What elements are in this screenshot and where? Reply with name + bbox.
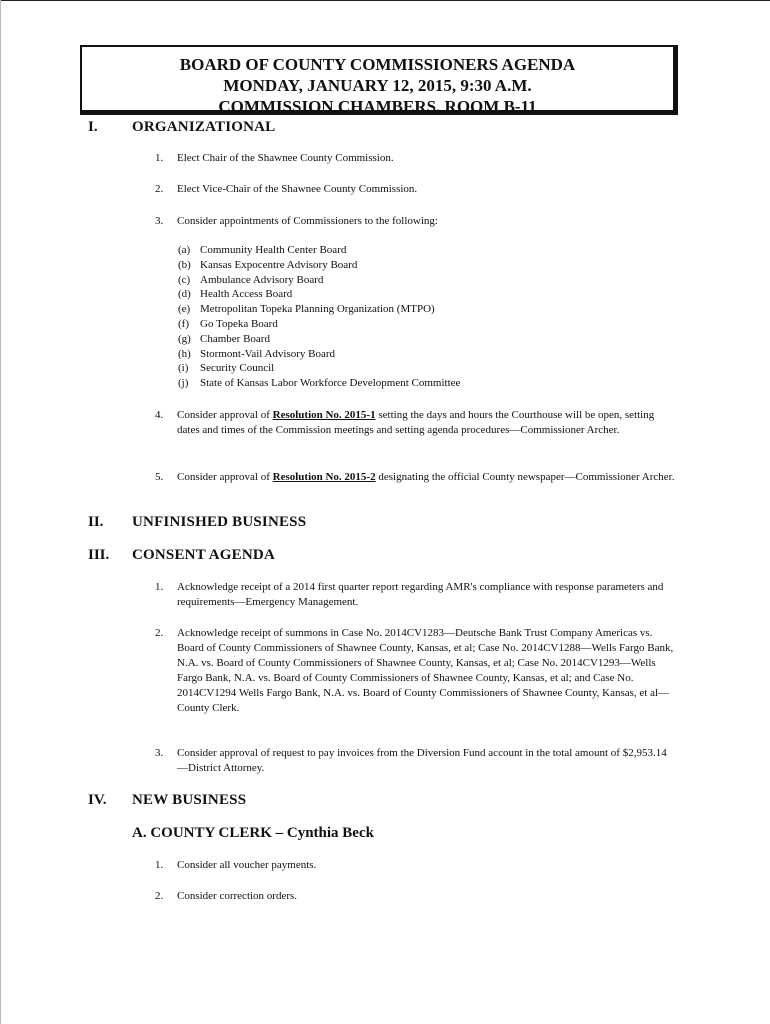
- item-text: Consider all voucher payments.: [177, 859, 317, 871]
- item-text: Acknowledge receipt of summons in Case No. 2014CV1283—Deutsche Bank Trust Company Americas vs. Board of County Commissioners of Shawnee County, Kansas, et al; Case No. 2014CV1288—Wells Fargo Bank, N.A. vs. Board of County Commissioners of Shawnee County, Kansas, et al; Case No. 2014CV1293—Wells Fargo Bank, N.A. vs. Board of County Commissioners of Shawnee County, Kansas, et al; and Case No. 2014CV1294 Wells Fargo Bank, N.A. vs. Board of County Commissioners of Shawnee County, Kansas, et al—County Clerk.: [177, 627, 674, 714]
- list-label: Kansas Expocentre Advisory Board: [200, 258, 358, 271]
- section-numeral: I.: [88, 119, 98, 135]
- item-text-pre: Consider approval of: [177, 409, 273, 421]
- item-text: Elect Vice-Chair of the Shawnee County Commission.: [177, 183, 418, 195]
- item-text: [177, 408, 675, 438]
- section-title-organizational: ORGANIZATIONAL: [132, 119, 276, 135]
- list-letter: (j): [178, 377, 189, 390]
- section-title-new-business: NEW BUSINESS: [132, 792, 247, 808]
- list-label: Health Access Board: [200, 288, 293, 301]
- item-number: 2.: [155, 627, 164, 639]
- list-label: Metropolitan Topeka Planning Organization (MTPO): [200, 303, 435, 316]
- list-letter: (h): [178, 347, 191, 360]
- section-numeral: IV.: [88, 792, 107, 808]
- header-location: COMMISSION CHAMBERS, ROOM B-11: [218, 97, 537, 116]
- item-number: 3.: [155, 747, 164, 759]
- list-letter: (a): [178, 244, 191, 256]
- item-number: 5.: [155, 471, 164, 483]
- item-text-pre: Consider approval of: [177, 471, 273, 483]
- scan-edge-top: [0, 0, 770, 1]
- list-letter: (g): [178, 332, 191, 345]
- subsection-title-county-clerk: A. COUNTY CLERK – Cynthia Beck: [132, 825, 374, 841]
- list-label: Stormont-Vail Advisory Board: [200, 347, 336, 360]
- list-letter: (c): [178, 273, 191, 286]
- item-text: Consider approval of request to pay invoices from the Diversion Fund account in the total amount of $2,953.14—District Attorney.: [177, 747, 667, 774]
- list-label: State of Kansas Labor Workforce Development Committee: [200, 377, 461, 390]
- item-text-post: designating the official County newspaper—Commissioner Archer.: [375, 471, 675, 483]
- section-title-unfinished-business: UNFINISHED BUSINESS: [132, 514, 307, 530]
- item-number: 1.: [155, 859, 164, 871]
- header-date: MONDAY, JANUARY 12, 2015, 9:30 A.M.: [223, 76, 532, 95]
- resolution-link[interactable]: Resolution No. 2015-1: [272, 409, 376, 421]
- list-label: Go Topeka Board: [200, 317, 278, 330]
- item-text: [177, 470, 675, 485]
- item-number: 1.: [155, 152, 164, 164]
- section-title-consent-agenda: CONSENT AGENDA: [132, 547, 275, 563]
- agenda-header: [80, 45, 678, 115]
- item-number: 2.: [155, 183, 164, 195]
- item-text: Elect Chair of the Shawnee County Commission.: [177, 152, 394, 164]
- header-title: BOARD OF COUNTY COMMISSIONERS AGENDA: [179, 55, 576, 74]
- item-number: 3.: [155, 215, 164, 227]
- list-label: Chamber Board: [200, 332, 270, 345]
- item-number: 4.: [155, 409, 164, 421]
- list-label: Community Health Center Board: [200, 244, 347, 256]
- section-numeral: III.: [88, 547, 110, 563]
- section-numeral: II.: [88, 514, 104, 530]
- item-number: 2.: [155, 890, 164, 902]
- list-letter: (d): [178, 288, 191, 301]
- list-letter: (i): [178, 362, 189, 375]
- list-label: Security Council: [200, 362, 275, 375]
- item-text: Consider appointments of Commissioners to the following:: [177, 215, 438, 227]
- item-text-post: setting the days and hours the Courthouse will be open, setting dates and times of the Commission meetings and setting agenda procedures—Commissioner Archer.: [177, 409, 655, 436]
- item-number: 1.: [155, 581, 164, 593]
- list-label: Ambulance Advisory Board: [200, 273, 324, 286]
- list-letter: (b): [178, 258, 191, 271]
- list-letter: (f): [178, 317, 189, 330]
- item-text: Acknowledge receipt of a 2014 first quarter report regarding AMR's compliance with response parameters and requirements—Emergency Management.: [177, 581, 664, 608]
- list-letter: (e): [178, 303, 191, 316]
- scan-edge-left: [0, 0, 1, 1024]
- resolution-link[interactable]: Resolution No. 2015-2: [272, 471, 376, 483]
- item-text: Consider correction orders.: [177, 890, 298, 902]
